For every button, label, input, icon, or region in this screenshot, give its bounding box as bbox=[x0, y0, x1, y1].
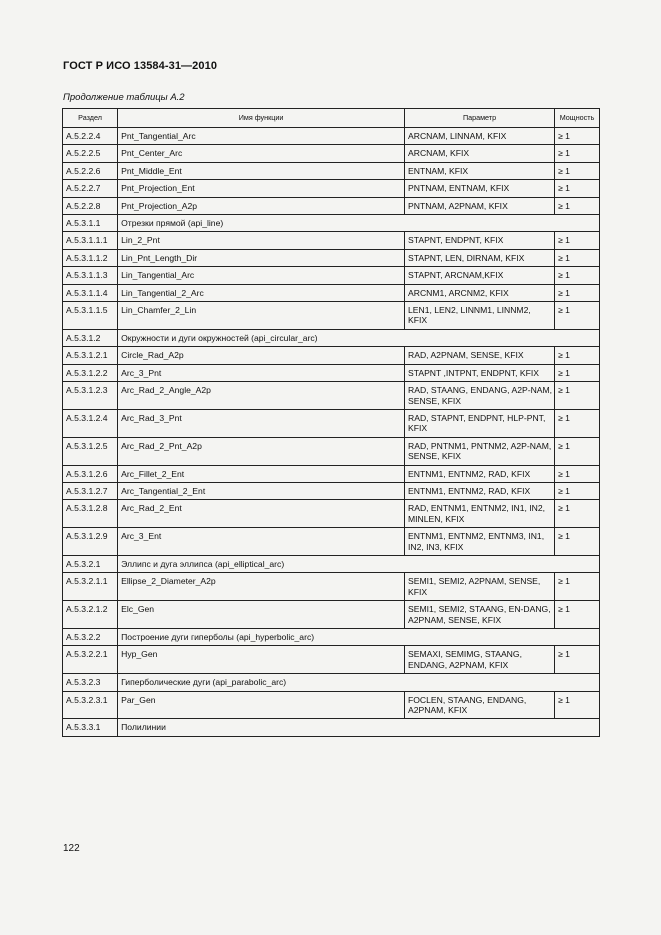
power-cell: ≥ 1 bbox=[555, 249, 600, 266]
section-cell: A.5.3.2.3 bbox=[63, 674, 118, 691]
group-title-cell: Построение дуги гиперболы (api_hyperbolic_arc) bbox=[118, 629, 600, 646]
section-cell: A.5.3.1.1.3 bbox=[63, 267, 118, 284]
power-cell: ≥ 1 bbox=[555, 197, 600, 214]
section-cell: A.5.3.1.2.4 bbox=[63, 409, 118, 437]
parameter-cell: ARCNAM, KFIX bbox=[405, 145, 555, 162]
function-name-cell: Par_Gen bbox=[118, 691, 405, 719]
table-group-row bbox=[63, 329, 600, 346]
table-row bbox=[63, 162, 600, 179]
power-cell: ≥ 1 bbox=[555, 646, 600, 674]
power-cell: ≥ 1 bbox=[555, 302, 600, 330]
table-row bbox=[63, 180, 600, 197]
function-name-cell: Arc_Rad_2_Angle_A2p bbox=[118, 382, 405, 410]
parameter-cell: ARCNAM, LINNAM, KFIX bbox=[405, 128, 555, 145]
power-cell: ≥ 1 bbox=[555, 465, 600, 482]
parameter-cell: RAD, STAPNT, ENDPNT, HLP-PNT, KFIX bbox=[405, 409, 555, 437]
table-row bbox=[63, 646, 600, 674]
section-cell: A.5.3.1.1.1 bbox=[63, 232, 118, 249]
function-name-cell: Hyp_Gen bbox=[118, 646, 405, 674]
section-cell: A.5.2.2.4 bbox=[63, 128, 118, 145]
power-cell: ≥ 1 bbox=[555, 409, 600, 437]
section-cell: A.5.3.1.1.2 bbox=[63, 249, 118, 266]
parameter-cell: LEN1, LEN2, LINNM1, LINNM2, KFIX bbox=[405, 302, 555, 330]
function-name-cell: Arc_Fillet_2_Ent bbox=[118, 465, 405, 482]
table-row bbox=[63, 601, 600, 629]
table-row bbox=[63, 528, 600, 556]
table-row bbox=[63, 347, 600, 364]
parameter-cell: ENTNM1, ENTNM2, RAD, KFIX bbox=[405, 465, 555, 482]
function-name-cell: Pnt_Middle_Ent bbox=[118, 162, 405, 179]
section-cell: A.5.3.1.2.8 bbox=[63, 500, 118, 528]
function-name-cell: Lin_Chamfer_2_Lin bbox=[118, 302, 405, 330]
function-name-cell: Arc_3_Ent bbox=[118, 528, 405, 556]
section-cell: A.5.3.1.2.7 bbox=[63, 482, 118, 499]
function-name-cell: Arc_Rad_2_Ent bbox=[118, 500, 405, 528]
table-row bbox=[63, 267, 600, 284]
table-body bbox=[63, 128, 600, 737]
parameter-cell: SEMI1, SEMI2, STAANG, EN-DANG, A2PNAM, SENSE, KFIX bbox=[405, 601, 555, 629]
power-cell: ≥ 1 bbox=[555, 347, 600, 364]
section-cell: A.5.3.2.1.2 bbox=[63, 601, 118, 629]
table-group-row bbox=[63, 555, 600, 572]
table-row bbox=[63, 232, 600, 249]
section-cell: A.5.3.2.1.1 bbox=[63, 573, 118, 601]
power-cell: ≥ 1 bbox=[555, 482, 600, 499]
table-row bbox=[63, 302, 600, 330]
power-cell: ≥ 1 bbox=[555, 691, 600, 719]
group-title-cell: Окружности и дуги окружностей (api_circular_arc) bbox=[118, 329, 600, 346]
table-group-row bbox=[63, 719, 600, 736]
parameter-cell: ARCNM1, ARCNM2, KFIX bbox=[405, 284, 555, 301]
parameter-cell: SEMAXI, SEMIMG, STAANG, ENDANG, A2PNAM, KFIX bbox=[405, 646, 555, 674]
table-row bbox=[63, 249, 600, 266]
section-cell: A.5.3.1.2.5 bbox=[63, 437, 118, 465]
parameter-cell: ENTNM1, ENTNM2, RAD, KFIX bbox=[405, 482, 555, 499]
function-name-cell: Arc_Tangential_2_Ent bbox=[118, 482, 405, 499]
parameter-cell: RAD, STAANG, ENDANG, A2P-NAM, SENSE, KFIX bbox=[405, 382, 555, 410]
function-name-cell: Arc_3_Pnt bbox=[118, 364, 405, 381]
table-row bbox=[63, 437, 600, 465]
section-cell: A.5.3.1.2 bbox=[63, 329, 118, 346]
function-name-cell: Ellipse_2_Diameter_A2p bbox=[118, 573, 405, 601]
table-row bbox=[63, 284, 600, 301]
parameter-cell: STAPNT, ARCNAM,KFIX bbox=[405, 267, 555, 284]
section-cell: A.5.2.2.8 bbox=[63, 197, 118, 214]
group-title-cell: Гиперболические дуги (api_parabolic_arc) bbox=[118, 674, 600, 691]
function-name-cell: Lin_Tangential_2_Arc bbox=[118, 284, 405, 301]
power-cell: ≥ 1 bbox=[555, 232, 600, 249]
table-row bbox=[63, 482, 600, 499]
table-group-row bbox=[63, 629, 600, 646]
table-row bbox=[63, 691, 600, 719]
power-cell: ≥ 1 bbox=[555, 267, 600, 284]
section-cell: A.5.3.2.2.1 bbox=[63, 646, 118, 674]
section-cell: A.5.3.1.2.1 bbox=[63, 347, 118, 364]
table-header-row bbox=[63, 109, 600, 128]
column-header-power: Мощность bbox=[555, 109, 600, 128]
power-cell: ≥ 1 bbox=[555, 382, 600, 410]
power-cell: ≥ 1 bbox=[555, 573, 600, 601]
parameter-cell: ENTNM1, ENTNM2, ENTNM3, IN1, IN2, IN3, KFIX bbox=[405, 528, 555, 556]
section-cell: A.5.3.1.1.5 bbox=[63, 302, 118, 330]
power-cell: ≥ 1 bbox=[555, 284, 600, 301]
section-cell: A.5.2.2.5 bbox=[63, 145, 118, 162]
table-row bbox=[63, 128, 600, 145]
section-cell: A.5.3.1.2.9 bbox=[63, 528, 118, 556]
section-cell: A.5.3.1.2.6 bbox=[63, 465, 118, 482]
function-name-cell: Arc_Rad_2_Pnt_A2p bbox=[118, 437, 405, 465]
table-caption: Продолжение таблицы А.2 bbox=[63, 92, 185, 103]
section-cell: A.5.2.2.6 bbox=[63, 162, 118, 179]
function-name-cell: Elc_Gen bbox=[118, 601, 405, 629]
section-cell: A.5.3.1.1.4 bbox=[63, 284, 118, 301]
function-name-cell: Circle_Rad_A2p bbox=[118, 347, 405, 364]
section-cell: A.5.3.1.2.3 bbox=[63, 382, 118, 410]
table-row bbox=[63, 500, 600, 528]
function-name-cell: Pnt_Center_Arc bbox=[118, 145, 405, 162]
power-cell: ≥ 1 bbox=[555, 128, 600, 145]
power-cell: ≥ 1 bbox=[555, 180, 600, 197]
parameter-cell: RAD, PNTNM1, PNTNM2, A2P-NAM, SENSE, KFIX bbox=[405, 437, 555, 465]
function-name-cell: Pnt_Projection_Ent bbox=[118, 180, 405, 197]
table-row bbox=[63, 573, 600, 601]
function-name-cell: Lin_2_Pnt bbox=[118, 232, 405, 249]
parameter-cell: RAD, ENTNM1, ENTNM2, IN1, IN2, MINLEN, KFIX bbox=[405, 500, 555, 528]
table-group-row bbox=[63, 215, 600, 232]
function-name-cell: Pnt_Tangential_Arc bbox=[118, 128, 405, 145]
table-row bbox=[63, 364, 600, 381]
parameter-cell: RAD, A2PNAM, SENSE, KFIX bbox=[405, 347, 555, 364]
section-cell: A.5.3.2.2 bbox=[63, 629, 118, 646]
table-row bbox=[63, 409, 600, 437]
functions-table bbox=[62, 108, 600, 737]
parameter-cell: ENTNAM, KFIX bbox=[405, 162, 555, 179]
function-name-cell: Pnt_Projection_A2p bbox=[118, 197, 405, 214]
power-cell: ≥ 1 bbox=[555, 364, 600, 381]
section-cell: A.5.3.1.1 bbox=[63, 215, 118, 232]
column-header-section: Раздел bbox=[63, 109, 118, 128]
function-name-cell: Arc_Rad_3_Pnt bbox=[118, 409, 405, 437]
parameter-cell: PNTNAM, A2PNAM, KFIX bbox=[405, 197, 555, 214]
document-title: ГОСТ Р ИСО 13584-31—2010 bbox=[63, 60, 218, 72]
power-cell: ≥ 1 bbox=[555, 162, 600, 179]
table-row bbox=[63, 465, 600, 482]
power-cell: ≥ 1 bbox=[555, 601, 600, 629]
section-cell: A.5.3.2.3.1 bbox=[63, 691, 118, 719]
column-header-function-name: Имя функции bbox=[118, 109, 405, 128]
table-row bbox=[63, 197, 600, 214]
column-header-parameter: Параметр bbox=[405, 109, 555, 128]
group-title-cell: Отрезки прямой (api_line) bbox=[118, 215, 600, 232]
group-title-cell: Эллипс и дуга эллипса (api_elliptical_arc) bbox=[118, 555, 600, 572]
section-cell: A.5.3.3.1 bbox=[63, 719, 118, 736]
parameter-cell: SEMI1, SEMI2, A2PNAM, SENSE, KFIX bbox=[405, 573, 555, 601]
parameter-cell: STAPNT, LEN, DIRNAM, KFIX bbox=[405, 249, 555, 266]
table-row bbox=[63, 382, 600, 410]
parameter-cell: FOCLEN, STAANG, ENDANG, A2PNAM, KFIX bbox=[405, 691, 555, 719]
section-cell: A.5.3.2.1 bbox=[63, 555, 118, 572]
function-name-cell: Lin_Pnt_Length_Dir bbox=[118, 249, 405, 266]
section-cell: A.5.2.2.7 bbox=[63, 180, 118, 197]
group-title-cell: Полилинии bbox=[118, 719, 600, 736]
power-cell: ≥ 1 bbox=[555, 500, 600, 528]
section-cell: A.5.3.1.2.2 bbox=[63, 364, 118, 381]
function-name-cell: Lin_Tangential_Arc bbox=[118, 267, 405, 284]
power-cell: ≥ 1 bbox=[555, 437, 600, 465]
table-row bbox=[63, 145, 600, 162]
page-number: 122 bbox=[63, 843, 80, 854]
power-cell: ≥ 1 bbox=[555, 528, 600, 556]
table-group-row bbox=[63, 674, 600, 691]
parameter-cell: PNTNAM, ENTNAM, KFIX bbox=[405, 180, 555, 197]
power-cell: ≥ 1 bbox=[555, 145, 600, 162]
parameter-cell: STAPNT, ENDPNT, KFIX bbox=[405, 232, 555, 249]
parameter-cell: STAPNT ,INTPNT, ENDPNT, KFIX bbox=[405, 364, 555, 381]
